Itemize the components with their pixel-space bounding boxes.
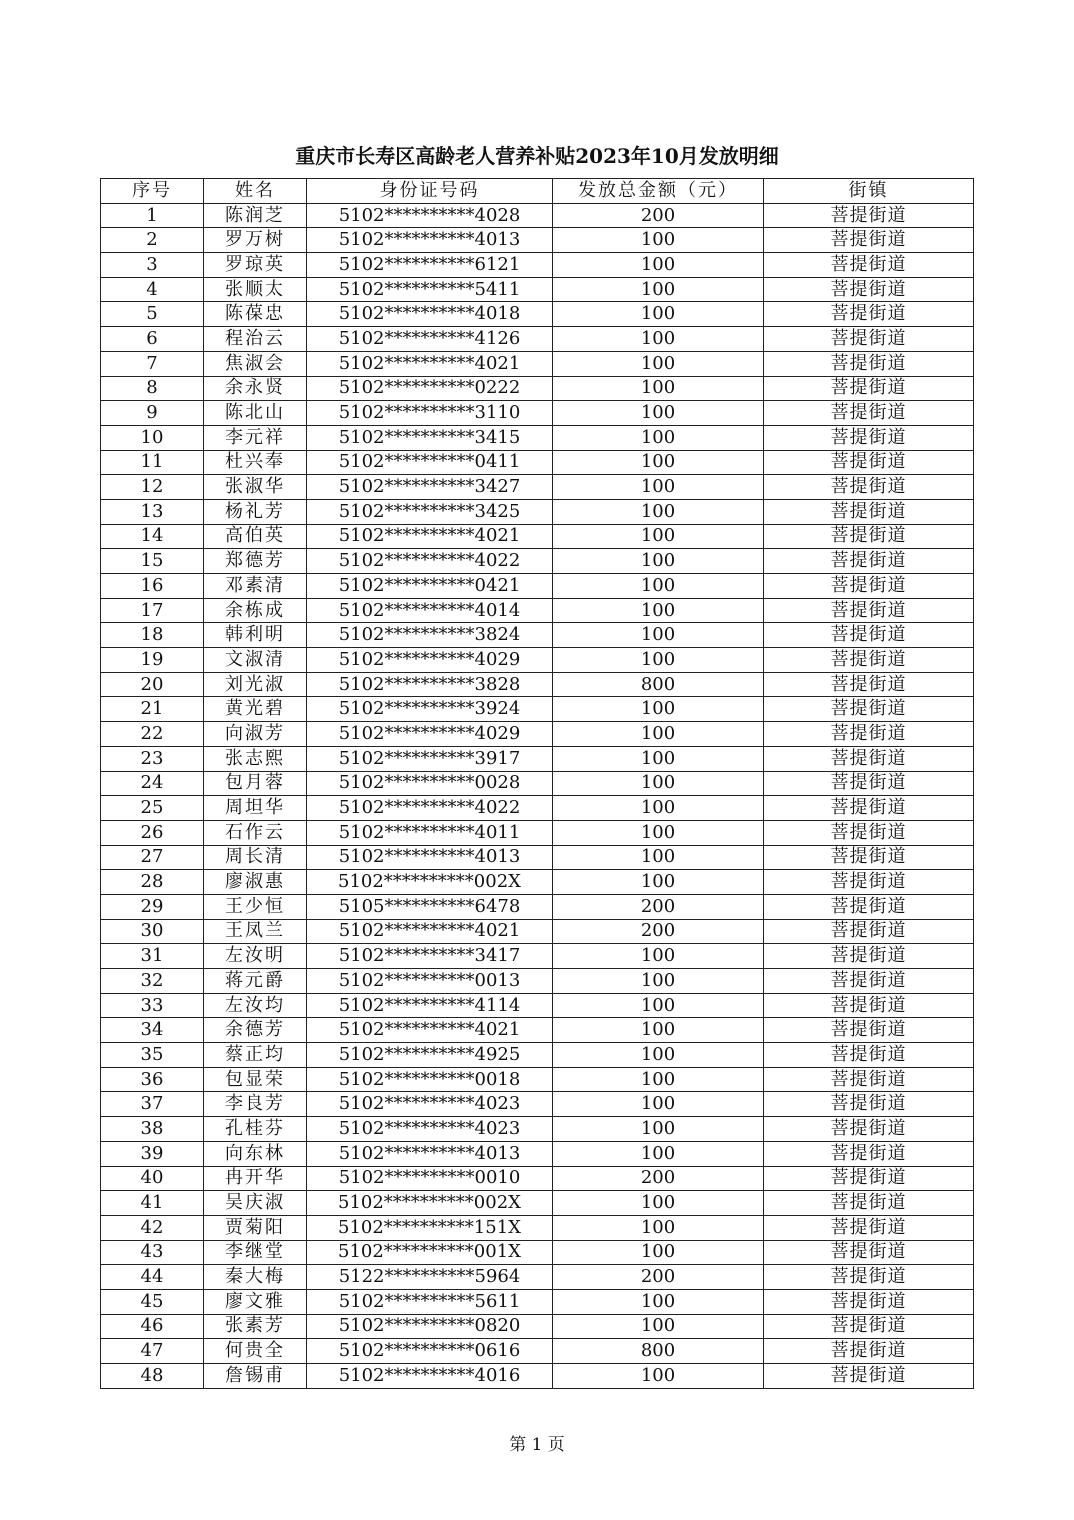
serial-number-cell: 29 [101,894,204,919]
id-number-cell: 5102**********4126 [307,327,553,352]
id-number-cell: 5102**********0411 [307,450,553,475]
table-row [101,1215,974,1240]
serial-number-cell: 15 [101,549,204,574]
subdistrict-cell: 菩提街道 [764,1141,974,1166]
serial-number-cell: 33 [101,993,204,1018]
subdistrict-cell: 菩提街道 [764,993,974,1018]
header-serial-number: 序号 [101,179,204,204]
amount-cell: 100 [553,351,764,376]
name-cell: 文淑清 [204,648,307,673]
id-number-cell: 5102**********4014 [307,598,553,623]
name-cell: 包显荣 [204,1067,307,1092]
name-cell: 周坦华 [204,796,307,821]
name-cell: 刘光淑 [204,672,307,697]
name-cell: 左汝均 [204,993,307,1018]
amount-cell: 200 [553,1166,764,1191]
id-number-cell: 5102**********0010 [307,1166,553,1191]
id-number-cell: 5102**********4021 [307,1018,553,1043]
name-cell: 余德芳 [204,1018,307,1043]
table-row [101,277,974,302]
serial-number-cell: 25 [101,796,204,821]
id-number-cell: 5102**********3427 [307,475,553,500]
subdistrict-cell: 菩提街道 [764,969,974,994]
subdistrict-cell: 菩提街道 [764,499,974,524]
name-cell: 杜兴奉 [204,450,307,475]
name-cell: 郑德芳 [204,549,307,574]
amount-cell: 200 [553,919,764,944]
serial-number-cell: 42 [101,1215,204,1240]
subdistrict-cell: 菩提街道 [764,253,974,278]
serial-number-cell: 7 [101,351,204,376]
table-row [101,351,974,376]
serial-number-cell: 22 [101,722,204,747]
subdistrict-cell: 菩提街道 [764,894,974,919]
serial-number-cell: 17 [101,598,204,623]
id-number-cell: 5102**********4018 [307,302,553,327]
id-number-cell: 5102**********0013 [307,969,553,994]
table-row [101,845,974,870]
id-number-cell: 5102**********002X [307,870,553,895]
serial-number-cell: 45 [101,1289,204,1314]
id-number-cell: 5102**********3828 [307,672,553,697]
serial-number-cell: 11 [101,450,204,475]
name-cell: 张顺太 [204,277,307,302]
serial-number-cell: 6 [101,327,204,352]
serial-number-cell: 44 [101,1265,204,1290]
amount-cell: 100 [553,969,764,994]
subdistrict-cell: 菩提街道 [764,771,974,796]
id-number-cell: 5102**********4022 [307,549,553,574]
serial-number-cell: 36 [101,1067,204,1092]
table-header-row [101,179,974,204]
name-cell: 罗琼英 [204,253,307,278]
table-row [101,1364,974,1389]
serial-number-cell: 10 [101,425,204,450]
amount-cell: 100 [553,499,764,524]
serial-number-cell: 48 [101,1364,204,1389]
serial-number-cell: 14 [101,524,204,549]
name-cell: 李良芳 [204,1092,307,1117]
subdistrict-cell: 菩提街道 [764,697,974,722]
id-number-cell: 5102**********5411 [307,277,553,302]
amount-cell: 200 [553,1265,764,1290]
serial-number-cell: 43 [101,1240,204,1265]
table-row [101,870,974,895]
subdistrict-cell: 菩提街道 [764,1191,974,1216]
serial-number-cell: 31 [101,944,204,969]
serial-number-cell: 1 [101,203,204,228]
subdistrict-cell: 菩提街道 [764,845,974,870]
table-row [101,475,974,500]
subdistrict-cell: 菩提街道 [764,1265,974,1290]
serial-number-cell: 19 [101,648,204,673]
table-row [101,944,974,969]
amount-cell: 100 [553,1364,764,1389]
amount-cell: 100 [553,1191,764,1216]
amount-cell: 100 [553,598,764,623]
table-row [101,574,974,599]
name-cell: 王凤兰 [204,919,307,944]
amount-cell: 100 [553,228,764,253]
name-cell: 冉开华 [204,1166,307,1191]
subdistrict-cell: 菩提街道 [764,327,974,352]
amount-cell: 100 [553,820,764,845]
table-row [101,524,974,549]
subdistrict-cell: 菩提街道 [764,796,974,821]
table-row [101,401,974,426]
table-row [101,1067,974,1092]
name-cell: 黄光碧 [204,697,307,722]
id-number-cell: 5102**********3924 [307,697,553,722]
name-cell: 张志熙 [204,746,307,771]
id-number-cell: 5102**********6121 [307,253,553,278]
header-id-number: 身份证号码 [307,179,553,204]
table-row [101,203,974,228]
id-number-cell: 5102**********4013 [307,228,553,253]
table-row [101,1289,974,1314]
header-total-amount: 发放总金额（元） [553,179,764,204]
amount-cell: 100 [553,277,764,302]
name-cell: 陈润芝 [204,203,307,228]
table-row [101,499,974,524]
id-number-cell: 5102**********4011 [307,820,553,845]
amount-cell: 100 [553,253,764,278]
id-number-cell: 5102**********5611 [307,1289,553,1314]
serial-number-cell: 26 [101,820,204,845]
name-cell: 罗万树 [204,228,307,253]
amount-cell: 100 [553,1141,764,1166]
id-number-cell: 5102**********4021 [307,351,553,376]
amount-cell: 100 [553,623,764,648]
serial-number-cell: 27 [101,845,204,870]
name-cell: 邓素清 [204,574,307,599]
amount-cell: 100 [553,771,764,796]
subdistrict-cell: 菩提街道 [764,549,974,574]
subdistrict-cell: 菩提街道 [764,302,974,327]
serial-number-cell: 38 [101,1117,204,1142]
id-number-cell: 5102**********4013 [307,845,553,870]
amount-cell: 100 [553,376,764,401]
name-cell: 韩利明 [204,623,307,648]
amount-cell: 100 [553,1018,764,1043]
amount-cell: 100 [553,574,764,599]
subdistrict-cell: 菩提街道 [764,277,974,302]
id-number-cell: 5102**********4023 [307,1117,553,1142]
serial-number-cell: 20 [101,672,204,697]
subdistrict-cell: 菩提街道 [764,574,974,599]
name-cell: 蔡正均 [204,1043,307,1068]
name-cell: 廖文雅 [204,1289,307,1314]
name-cell: 向东林 [204,1141,307,1166]
amount-cell: 100 [553,524,764,549]
amount-cell: 100 [553,1215,764,1240]
subdistrict-cell: 菩提街道 [764,870,974,895]
serial-number-cell: 13 [101,499,204,524]
serial-number-cell: 9 [101,401,204,426]
id-number-cell: 5102**********002X [307,1191,553,1216]
table-row [101,1265,974,1290]
id-number-cell: 5102**********0421 [307,574,553,599]
subdistrict-cell: 菩提街道 [764,425,974,450]
serial-number-cell: 28 [101,870,204,895]
table-row [101,672,974,697]
table-row [101,1043,974,1068]
serial-number-cell: 39 [101,1141,204,1166]
table-row [101,919,974,944]
table-row [101,450,974,475]
name-cell: 李继堂 [204,1240,307,1265]
table-row [101,1117,974,1142]
name-cell: 秦大梅 [204,1265,307,1290]
subdistrict-cell: 菩提街道 [764,1215,974,1240]
subsidy-table [100,178,974,1389]
subdistrict-cell: 菩提街道 [764,1240,974,1265]
name-cell: 张素芳 [204,1314,307,1339]
table-row [101,376,974,401]
serial-number-cell: 2 [101,228,204,253]
id-number-cell: 5102**********3824 [307,623,553,648]
id-number-cell: 5102**********4114 [307,993,553,1018]
subdistrict-cell: 菩提街道 [764,524,974,549]
id-number-cell: 5102**********3415 [307,425,553,450]
table-row [101,894,974,919]
subdistrict-cell: 菩提街道 [764,475,974,500]
table-row [101,1141,974,1166]
amount-cell: 100 [553,1289,764,1314]
serial-number-cell: 46 [101,1314,204,1339]
name-cell: 蒋元爵 [204,969,307,994]
table-row [101,327,974,352]
name-cell: 李元祥 [204,425,307,450]
subdistrict-cell: 菩提街道 [764,1092,974,1117]
id-number-cell: 5102**********3110 [307,401,553,426]
table-row [101,1240,974,1265]
name-cell: 张淑华 [204,475,307,500]
id-number-cell: 5102**********4925 [307,1043,553,1068]
subdistrict-cell: 菩提街道 [764,401,974,426]
table-row [101,598,974,623]
page-number: 第 1 页 [509,1435,565,1455]
name-cell: 王少恒 [204,894,307,919]
subdistrict-cell: 菩提街道 [764,1364,974,1389]
amount-cell: 100 [553,1117,764,1142]
amount-cell: 100 [553,845,764,870]
subdistrict-cell: 菩提街道 [764,648,974,673]
amount-cell: 100 [553,1092,764,1117]
subdistrict-cell: 菩提街道 [764,228,974,253]
id-number-cell: 5102**********151X [307,1215,553,1240]
table-row [101,969,974,994]
id-number-cell: 5122**********5964 [307,1265,553,1290]
name-cell: 石作云 [204,820,307,845]
serial-number-cell: 47 [101,1339,204,1364]
amount-cell: 800 [553,672,764,697]
serial-number-cell: 5 [101,302,204,327]
id-number-cell: 5102**********3417 [307,944,553,969]
serial-number-cell: 4 [101,277,204,302]
name-cell: 焦淑会 [204,351,307,376]
table-row [101,1191,974,1216]
id-number-cell: 5102**********4016 [307,1364,553,1389]
header-name: 姓名 [204,179,307,204]
table-row [101,253,974,278]
subdistrict-cell: 菩提街道 [764,1043,974,1068]
subdistrict-cell: 菩提街道 [764,722,974,747]
table-row [101,1092,974,1117]
serial-number-cell: 40 [101,1166,204,1191]
subdistrict-cell: 菩提街道 [764,746,974,771]
name-cell: 左汝明 [204,944,307,969]
serial-number-cell: 23 [101,746,204,771]
id-number-cell: 5102**********0222 [307,376,553,401]
amount-cell: 100 [553,401,764,426]
serial-number-cell: 18 [101,623,204,648]
table-row [101,425,974,450]
id-number-cell: 5102**********0820 [307,1314,553,1339]
name-cell: 廖淑惠 [204,870,307,895]
amount-cell: 100 [553,697,764,722]
serial-number-cell: 12 [101,475,204,500]
amount-cell: 100 [553,302,764,327]
amount-cell: 100 [553,944,764,969]
subdistrict-cell: 菩提街道 [764,1289,974,1314]
serial-number-cell: 3 [101,253,204,278]
id-number-cell: 5105**********6478 [307,894,553,919]
name-cell: 周长清 [204,845,307,870]
subdistrict-cell: 菩提街道 [764,820,974,845]
table-row [101,722,974,747]
amount-cell: 100 [553,1314,764,1339]
subdistrict-cell: 菩提街道 [764,1018,974,1043]
amount-cell: 100 [553,648,764,673]
table-row [101,302,974,327]
amount-cell: 100 [553,327,764,352]
table-row [101,1314,974,1339]
amount-cell: 100 [553,796,764,821]
subdistrict-cell: 菩提街道 [764,919,974,944]
subdistrict-cell: 菩提街道 [764,1339,974,1364]
name-cell: 余栋成 [204,598,307,623]
name-cell: 杨礼芳 [204,499,307,524]
name-cell: 包月蓉 [204,771,307,796]
table-row [101,771,974,796]
name-cell: 贾菊阳 [204,1215,307,1240]
subdistrict-cell: 菩提街道 [764,598,974,623]
serial-number-cell: 35 [101,1043,204,1068]
name-cell: 陈北山 [204,401,307,426]
subdistrict-cell: 菩提街道 [764,450,974,475]
header-subdistrict: 街镇 [764,179,974,204]
table-body [101,203,974,1388]
name-cell: 向淑芳 [204,722,307,747]
subdistrict-cell: 菩提街道 [764,1166,974,1191]
id-number-cell: 5102**********4029 [307,648,553,673]
table-row [101,993,974,1018]
amount-cell: 100 [553,722,764,747]
id-number-cell: 5102**********0028 [307,771,553,796]
serial-number-cell: 8 [101,376,204,401]
subdistrict-cell: 菩提街道 [764,1067,974,1092]
amount-cell: 100 [553,1043,764,1068]
id-number-cell: 5102**********4022 [307,796,553,821]
name-cell: 陈葆忠 [204,302,307,327]
amount-cell: 100 [553,549,764,574]
amount-cell: 200 [553,894,764,919]
subdistrict-cell: 菩提街道 [764,1314,974,1339]
amount-cell: 100 [553,870,764,895]
serial-number-cell: 30 [101,919,204,944]
table-row [101,746,974,771]
subdistrict-cell: 菩提街道 [764,1117,974,1142]
table-row [101,623,974,648]
id-number-cell: 5102**********4028 [307,203,553,228]
name-cell: 詹锡甫 [204,1364,307,1389]
amount-cell: 200 [553,203,764,228]
name-cell: 孔桂芬 [204,1117,307,1142]
table-row [101,549,974,574]
id-number-cell: 5102**********3917 [307,746,553,771]
table-row [101,1166,974,1191]
subdistrict-cell: 菩提街道 [764,376,974,401]
name-cell: 何贵全 [204,1339,307,1364]
serial-number-cell: 41 [101,1191,204,1216]
amount-cell: 100 [553,993,764,1018]
serial-number-cell: 16 [101,574,204,599]
subdistrict-cell: 菩提街道 [764,351,974,376]
serial-number-cell: 24 [101,771,204,796]
serial-number-cell: 37 [101,1092,204,1117]
name-cell: 高伯英 [204,524,307,549]
subdistrict-cell: 菩提街道 [764,203,974,228]
amount-cell: 100 [553,475,764,500]
serial-number-cell: 21 [101,697,204,722]
subdistrict-cell: 菩提街道 [764,623,974,648]
serial-number-cell: 34 [101,1018,204,1043]
amount-cell: 100 [553,425,764,450]
table-row [101,796,974,821]
id-number-cell: 5102**********0616 [307,1339,553,1364]
id-number-cell: 5102**********0018 [307,1067,553,1092]
id-number-cell: 5102**********4013 [307,1141,553,1166]
table-row [101,228,974,253]
table-row [101,697,974,722]
serial-number-cell: 32 [101,969,204,994]
subdistrict-cell: 菩提街道 [764,672,974,697]
amount-cell: 100 [553,1240,764,1265]
id-number-cell: 5102**********4021 [307,524,553,549]
table-row [101,820,974,845]
id-number-cell: 5102**********3425 [307,499,553,524]
table-row [101,1339,974,1364]
name-cell: 余永贤 [204,376,307,401]
id-number-cell: 5102**********4023 [307,1092,553,1117]
amount-cell: 800 [553,1339,764,1364]
amount-cell: 100 [553,746,764,771]
table-row [101,1018,974,1043]
subdistrict-cell: 菩提街道 [764,944,974,969]
id-number-cell: 5102**********4021 [307,919,553,944]
id-number-cell: 5102**********001X [307,1240,553,1265]
table-row [101,648,974,673]
amount-cell: 100 [553,450,764,475]
id-number-cell: 5102**********4029 [307,722,553,747]
document-title: 重庆市长寿区高龄老人营养补贴2023年10月发放明细 [295,144,779,168]
amount-cell: 100 [553,1067,764,1092]
name-cell: 吴庆淑 [204,1191,307,1216]
name-cell: 程治云 [204,327,307,352]
